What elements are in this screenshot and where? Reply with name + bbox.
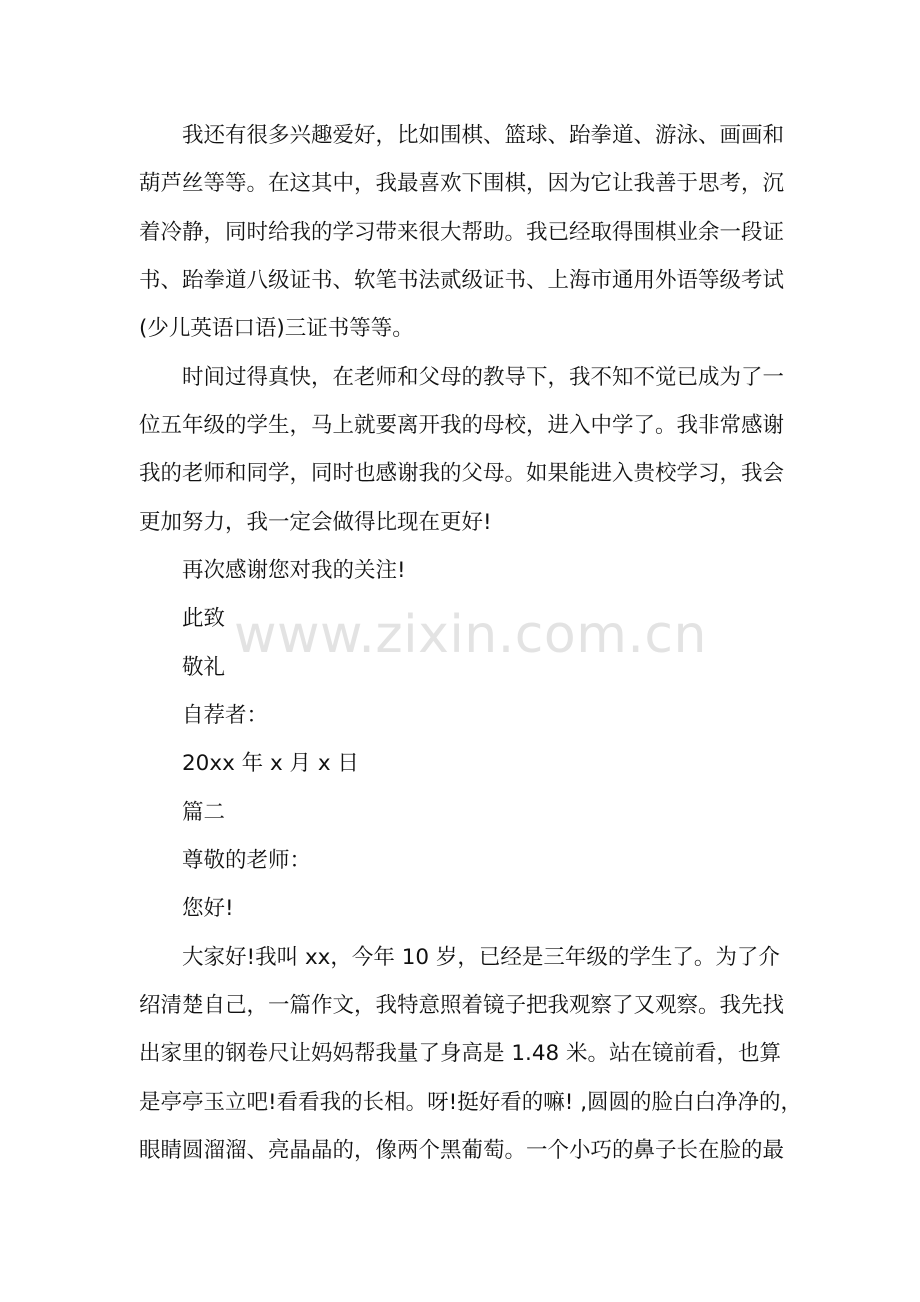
letter-hello: 您好! (182, 896, 234, 921)
letter-greeting: 尊敬的老师： (182, 848, 312, 873)
salutation-cizhi: 此致 (182, 606, 226, 631)
paragraph-line: 更加努力，我一定会做得比现在更好! (139, 510, 492, 535)
paragraph-line: 是亭亭玉立吧!看看我的长相。呀!挺好看的嘛! ,圆圆的脸白白净净的， (139, 1090, 803, 1115)
date-line: 20xx 年 x 月 x 日 (182, 751, 359, 776)
paragraph-line: 出家里的钢卷尺让妈妈帮我量了身高是 1.48 米。站在镜前看，也算 (139, 1041, 782, 1066)
paragraph-line: (少儿英语口语)三证书等等。 (139, 316, 414, 341)
paragraph-line: 书、跆拳道八级证书、软笔书法贰级证书、上海市通用外语等级考试 (139, 268, 785, 293)
paragraph-line: 绍清楚自己，一篇作文，我特意照着镜子把我观察了又观察。我先找 (139, 993, 785, 1018)
paragraph-line: 着冷静，同时给我的学习带来很大帮助。我已经取得围棋业余一段证 (139, 220, 785, 245)
watermark: www.zixin.com.cn (234, 605, 707, 665)
paragraph-line: 我的老师和同学，同时也感谢我的父母。如果能进入贵校学习，我会 (139, 461, 785, 486)
salutation-jingli: 敬礼 (182, 655, 226, 680)
paragraph-line: 位五年级的学生，马上就要离开我的母校，进入中学了。我非常感谢 (139, 413, 785, 438)
paragraph-line: 大家好!我叫 xx，今年 10 岁，已经是三年级的学生了。为了介 (182, 945, 780, 970)
paragraph-line: 眼睛圆溜溜、亮晶晶的，像两个黑葡萄。一个小巧的鼻子长在脸的最 (139, 1138, 785, 1163)
paragraph-line: 我还有很多兴趣爱好，比如围棋、篮球、跆拳道、游泳、画画和 (182, 123, 785, 148)
paragraph-line: 时间过得真快，在老师和父母的教导下，我不知不觉已成为了一 (182, 365, 785, 390)
section-heading: 篇二 (182, 800, 226, 825)
paragraph-line: 葫芦丝等等。在这其中，我最喜欢下围棋，因为它让我善于思考，沉 (139, 171, 785, 196)
signature-label: 自荐者： (182, 703, 269, 728)
closing-thanks: 再次感谢您对我的关注! (182, 558, 406, 583)
